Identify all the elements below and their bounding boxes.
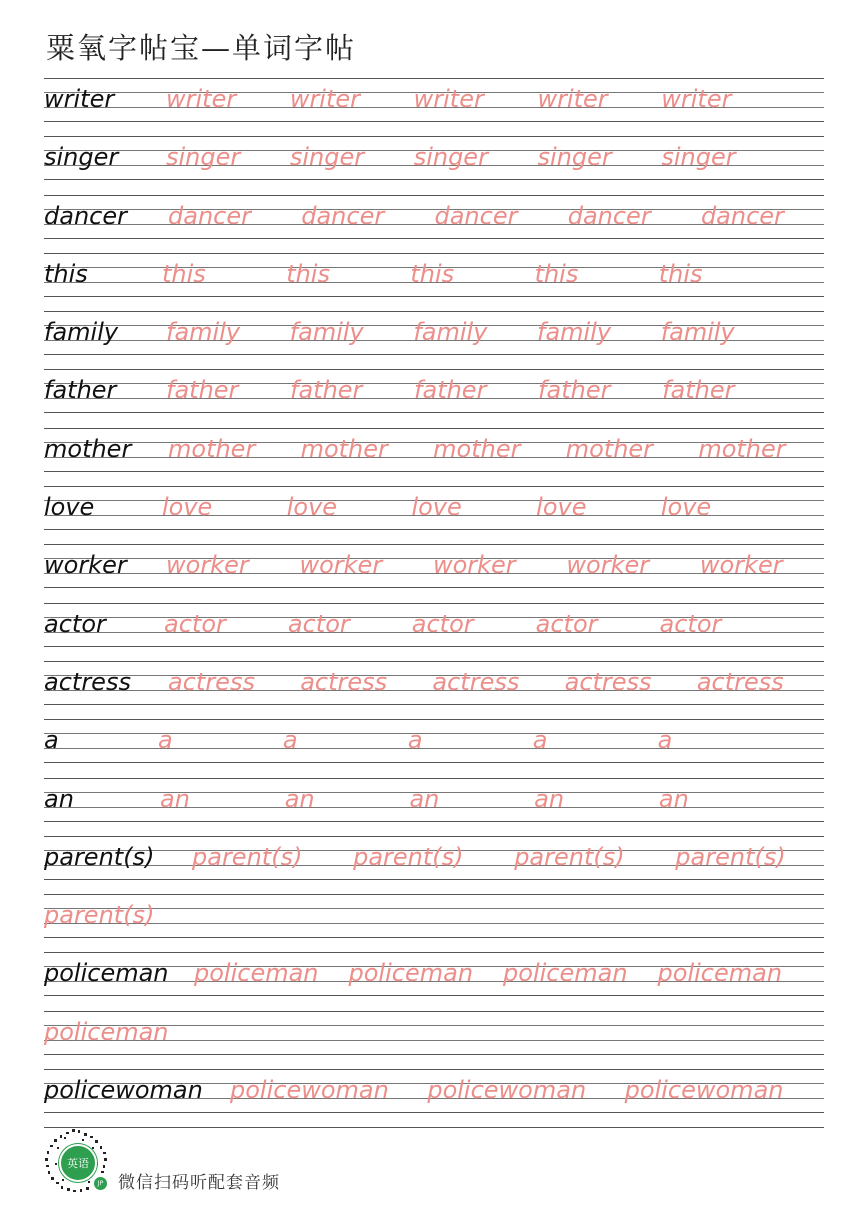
row-words (44, 84, 824, 114)
trace-word: father (414, 376, 487, 405)
trace-word: love (411, 493, 462, 522)
ruled-line (44, 952, 824, 953)
ruled-line (44, 544, 824, 545)
trace-word: dancer (168, 201, 251, 230)
trace-word: father (290, 376, 363, 405)
row-words (44, 550, 824, 580)
practice-row (44, 486, 824, 544)
trace-word: policewoman (230, 1076, 389, 1105)
trace-word: singer (166, 143, 241, 172)
ruled-line (44, 937, 824, 938)
ruled-line (44, 661, 824, 662)
qr-code[interactable] (42, 1127, 110, 1195)
row-words (44, 725, 824, 755)
model-word: worker (44, 551, 127, 580)
trace-word: this (658, 259, 703, 288)
ruled-line (44, 995, 824, 996)
trace-word: writer (166, 85, 237, 113)
ruled-line (44, 719, 824, 720)
trace-word: father (166, 376, 239, 405)
practice-row (44, 1011, 824, 1069)
trace-word: a (407, 726, 423, 755)
practice-row (44, 428, 824, 486)
footer-caption: 微信扫码听配套音频 (118, 1173, 280, 1193)
trace-word: love (536, 493, 587, 522)
ruled-line (44, 121, 824, 122)
ruled-line (44, 296, 824, 297)
row-words (44, 958, 824, 988)
trace-word: an (658, 784, 689, 813)
practice-row (44, 544, 824, 602)
row-words (44, 1075, 824, 1105)
model-word: writer (44, 85, 115, 113)
ruled-line (44, 894, 824, 895)
practice-row (44, 719, 824, 777)
ruled-line (44, 369, 824, 370)
row-words (44, 609, 824, 639)
trace-word: policeman (44, 1017, 169, 1046)
ruled-line (44, 486, 824, 487)
trace-word: dancer (567, 201, 651, 230)
ruled-line (44, 471, 824, 472)
practice-row (44, 836, 824, 894)
trace-word: writer (537, 85, 608, 113)
model-word: love (44, 493, 95, 522)
ruled-line (44, 136, 824, 137)
practice-row (44, 253, 824, 311)
trace-word: worker (166, 551, 249, 580)
trace-word: singer (289, 143, 365, 172)
row-words (44, 784, 824, 814)
trace-word: writer (661, 85, 732, 113)
ruled-line (44, 78, 824, 79)
practice-row (44, 1069, 824, 1127)
model-word: parent(s) (44, 842, 155, 871)
trace-word: policewoman (624, 1076, 784, 1105)
trace-word: family (413, 318, 488, 347)
ruled-line (44, 879, 824, 880)
model-word: family (44, 318, 119, 347)
row-words (44, 375, 824, 405)
trace-word: actress (696, 667, 784, 696)
row-words (44, 201, 824, 231)
model-word: a (44, 726, 59, 755)
trace-word: actress (564, 667, 652, 696)
copybook-sheet (44, 78, 824, 1128)
trace-word: actor (411, 609, 474, 638)
trace-word: mother (300, 434, 388, 463)
ruled-line (44, 179, 824, 180)
practice-row (44, 311, 824, 369)
trace-word: mother (565, 434, 654, 463)
footer (42, 1127, 280, 1195)
practice-row (44, 952, 824, 1010)
ruled-line (44, 603, 824, 604)
trace-word: love (286, 493, 338, 522)
practice-row (44, 78, 824, 136)
trace-word: this (410, 259, 455, 288)
practice-row (44, 136, 824, 194)
trace-word: dancer (434, 201, 518, 230)
trace-word: an (284, 784, 315, 813)
trace-word: mother (433, 434, 521, 463)
trace-word: singer (661, 143, 736, 172)
trace-word: love (162, 493, 213, 522)
trace-word: actress (168, 667, 255, 696)
ruled-line (44, 1011, 824, 1012)
ruled-line (44, 1054, 824, 1055)
ruled-line (44, 821, 824, 822)
practice-row (44, 661, 824, 719)
model-word: father (44, 376, 117, 405)
trace-word: family (537, 318, 612, 347)
trace-word: policeman (194, 959, 319, 988)
trace-word: actress (300, 667, 388, 696)
trace-word: a (282, 726, 298, 755)
ruled-line (44, 1069, 824, 1070)
trace-word: an (160, 784, 190, 813)
trace-word: family (660, 318, 735, 347)
ruled-line (44, 311, 824, 312)
model-word: actor (44, 609, 106, 638)
trace-word: writer (413, 85, 484, 113)
trace-word: policewoman (427, 1076, 587, 1105)
practice-row (44, 894, 824, 952)
row-words (44, 317, 824, 347)
ruled-line (44, 587, 824, 588)
ruled-line (44, 428, 824, 429)
model-word: policewoman (44, 1076, 203, 1105)
ruled-line (44, 1112, 824, 1113)
trace-word: this (534, 259, 579, 288)
ruled-line (44, 412, 824, 413)
row-words (44, 1017, 824, 1047)
trace-word: this (286, 259, 330, 288)
trace-word: worker (566, 551, 650, 580)
practice-row (44, 778, 824, 836)
trace-word: parent(s) (514, 842, 625, 871)
ruled-line (44, 354, 824, 355)
row-words (44, 842, 824, 872)
trace-word: policeman (503, 959, 628, 988)
trace-word: mother (168, 434, 256, 463)
model-word: this (44, 259, 88, 288)
ruled-line (44, 836, 824, 837)
trace-word: actor (287, 609, 350, 638)
ruled-line (44, 529, 824, 530)
trace-word: a (657, 726, 673, 755)
trace-word: family (166, 318, 241, 347)
trace-word: actress (432, 667, 520, 696)
trace-word: love (660, 493, 712, 522)
practice-row (44, 369, 824, 427)
practice-row (44, 603, 824, 661)
ruled-line (44, 646, 824, 647)
row-words (44, 667, 824, 697)
ruled-line (44, 195, 824, 196)
qr-badge: JP (94, 1177, 107, 1190)
trace-word: singer (537, 143, 612, 172)
practice-row (44, 195, 824, 253)
ruled-line (44, 253, 824, 254)
model-word: singer (44, 143, 119, 172)
trace-word: parent(s) (675, 842, 786, 871)
trace-word: parent(s) (192, 842, 303, 871)
trace-word: actor (535, 609, 598, 638)
row-words (44, 492, 824, 522)
trace-word: mother (698, 434, 786, 463)
trace-word: father (538, 376, 611, 405)
row-words (44, 259, 824, 289)
trace-word: family (289, 318, 364, 347)
trace-word: father (662, 376, 735, 405)
ruled-line (44, 778, 824, 779)
trace-word: dancer (700, 201, 784, 230)
row-words (44, 434, 824, 464)
trace-word: worker (299, 551, 383, 580)
model-word: an (44, 784, 74, 813)
trace-word: actor (659, 609, 722, 638)
trace-word: parent(s) (44, 901, 155, 930)
model-word: policeman (44, 959, 169, 988)
ruled-line (44, 762, 824, 763)
ruled-line (44, 238, 824, 239)
trace-word: an (409, 784, 440, 813)
trace-word: an (534, 784, 565, 813)
trace-word: this (162, 259, 206, 288)
trace-word: actor (164, 609, 226, 638)
row-words (44, 900, 824, 930)
trace-word: policeman (348, 959, 474, 988)
ruled-line (44, 704, 824, 705)
trace-word: a (158, 726, 173, 755)
trace-word: dancer (301, 201, 385, 230)
trace-word: worker (432, 551, 516, 580)
model-word: dancer (44, 201, 127, 230)
trace-word: parent(s) (353, 842, 464, 871)
qr-center-logo: 英语 (59, 1144, 97, 1182)
trace-word: a (532, 726, 548, 755)
row-words (44, 142, 824, 172)
trace-word: policeman (657, 959, 783, 988)
trace-word: singer (413, 143, 488, 172)
trace-word: writer (289, 85, 361, 113)
trace-word: worker (699, 551, 783, 580)
page-title: 粟氧字帖宝—单词字帖 (46, 31, 357, 65)
model-word: mother (44, 434, 132, 463)
model-word: actress (44, 667, 131, 696)
